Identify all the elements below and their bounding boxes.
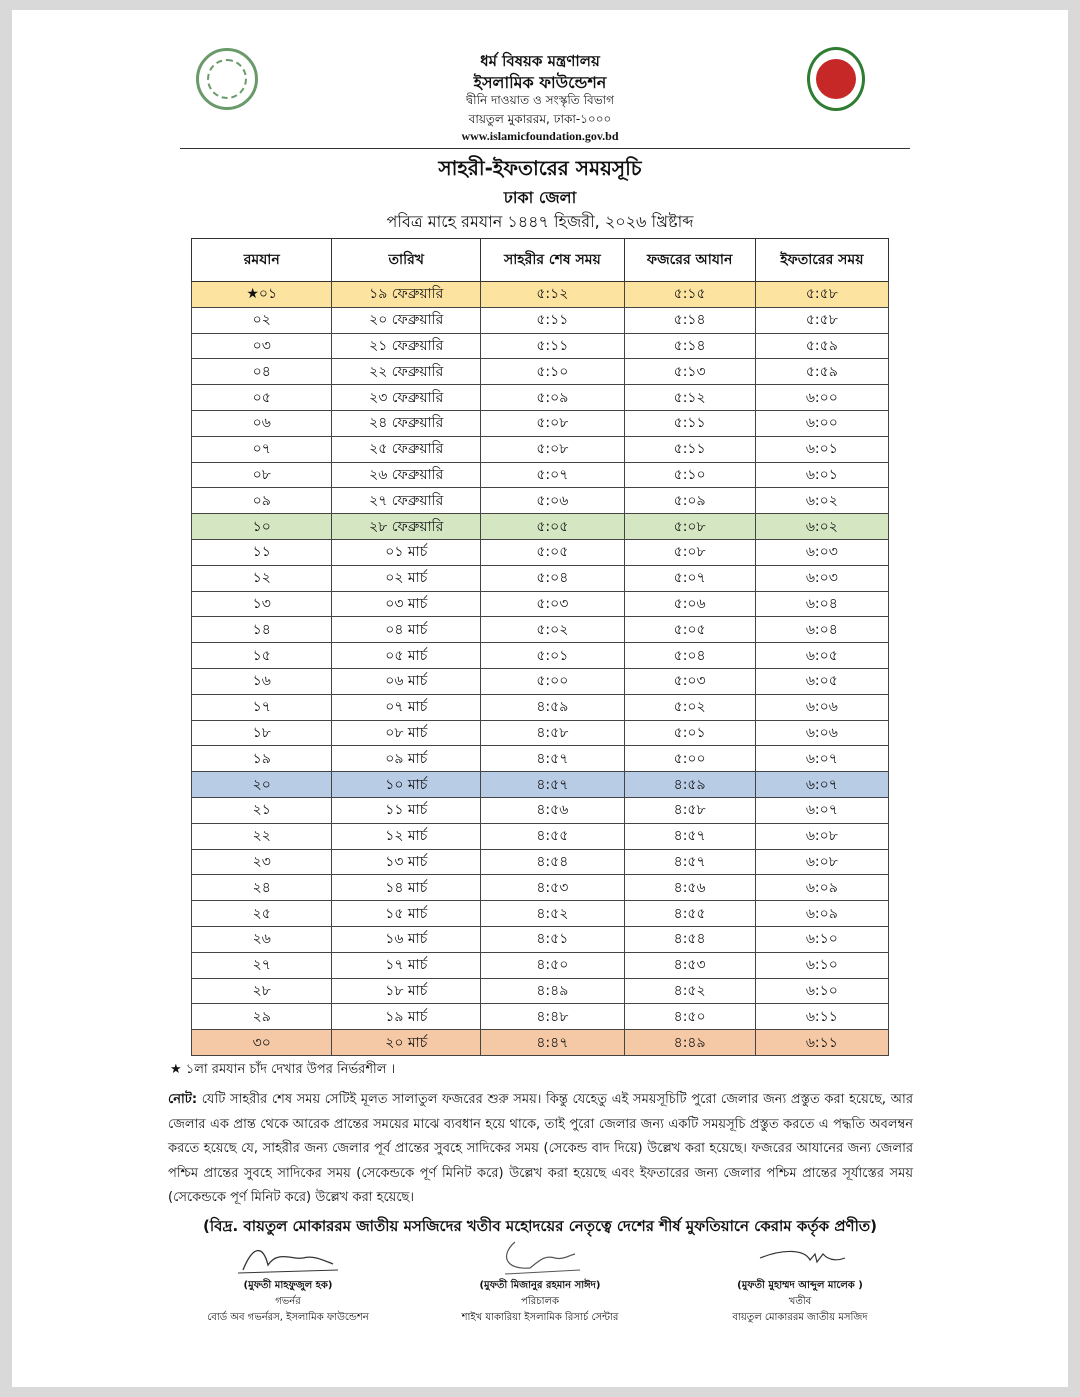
cell-iftar-time: ৬:১০	[755, 926, 888, 952]
cell-fajr-azan: ৪:৫৭	[624, 849, 755, 875]
cell-ramadan-day: ২১	[192, 797, 332, 823]
table-row	[192, 410, 889, 436]
cell-date: ১৯ ফেব্রুয়ারি	[332, 282, 481, 308]
table-row	[192, 978, 889, 1004]
cell-fajr-azan: ৫:০১	[624, 720, 755, 746]
cell-ramadan-day: ১১	[192, 539, 332, 565]
table-row	[192, 1030, 889, 1056]
cell-iftar-time: ৬:০৩	[755, 565, 888, 591]
cell-iftar-time: ৬:০৪	[755, 617, 888, 643]
cell-fajr-azan: ৫:০২	[624, 694, 755, 720]
signatory-name: (মুফতী মিজানুর রহমান সাঈদ)	[479, 1280, 601, 1291]
cell-fajr-azan: ৪:৫০	[624, 1004, 755, 1030]
note-paragraph	[168, 1088, 913, 1211]
cell-iftar-time: ৬:০৫	[755, 668, 888, 694]
table-row	[192, 462, 889, 488]
cell-iftar-time: ৬:০৬	[755, 694, 888, 720]
signatory-name: (মুফতী মুহাম্মদ আব্দুল মালেক )	[737, 1280, 863, 1291]
cell-date: ০৩ মার্চ	[332, 591, 481, 617]
cell-ramadan-day: ★০১	[192, 282, 332, 308]
cell-fajr-azan: ৪:৫২	[624, 978, 755, 1004]
cell-date: ০১ মার্চ	[332, 539, 481, 565]
signatory-title: খতীব	[788, 1296, 812, 1307]
signatory-1	[168, 1240, 408, 1326]
credit-line: (বিদ্র. বায়তুল মোকাররম জাতীয় মসজিদের খতীব মহোদয়ের নেতৃত্বে দেশের শীর্ষ মুফতিয়ানে কেরাম কর্তৃক প্রণীত)	[202, 1217, 877, 1235]
footnote: ★ ১লা রমযান চাঁদ দেখার উপর নির্ভরশীল ।	[170, 1062, 396, 1077]
cell-iftar-time: ৫:৫৯	[755, 359, 888, 385]
page-subtitle: পবিত্র মাহে রমযান ১৪৪৭ হিজরী, ২০২৬ খ্রিষ্টাব্দ	[386, 212, 694, 231]
cell-date: ১৮ মার্চ	[332, 978, 481, 1004]
table-row	[192, 926, 889, 952]
note-text: যেটি সাহরীর শেষ সময় সেটিই মূলত সালাতুল ফজরের শুরু সময়। কিন্তু যেহেতু এই সময়সূচিটি পুরো জেলার জন্য প্রস্তুত করা হয়েছে, আর জেলার এক প্রান্ত থেকে আরেক প্রান্তের সময়ের মাঝে ব্যবধান হয়ে থাকে, তাই পুরো জেলার জন্য একটি সময়সূচি প্রস্তুত করতে এ পদ্ধতি অবলম্বন করতে হয়েছে যে, সাহরীর জন্য জেলার পূর্ব প্রান্তের সুবহে সাদিকের সময় (সেকেন্ড বাদ দিয়ে) উল্লেখ করা হয়েছে। ফজরের আযানের জন্য জেলার পশ্চিম প্রান্তের সুবহে সাদিকের সময় (সেকেন্ডকে পূর্ণ মিনিট করে) উল্লেখ করা হয়েছে এবং ইফতারের জন্য জেলার পশ্চিম প্রান্তের সূর্যাস্তের সময় (সেকেন্ডকে পূর্ণ মিনিট করে) উল্লেখ করা হয়েছে।	[168, 1092, 913, 1205]
cell-sahri-end: ৪:৫০	[481, 952, 625, 978]
table-row	[192, 436, 889, 462]
cell-date: ০৫ মার্চ	[332, 643, 481, 669]
column-header-date: তারিখ	[332, 239, 481, 282]
table-row	[192, 823, 889, 849]
cell-ramadan-day: ১৭	[192, 694, 332, 720]
cell-iftar-time: ৬:০৮	[755, 849, 888, 875]
cell-ramadan-day: ১৩	[192, 591, 332, 617]
cell-iftar-time: ৬:০৯	[755, 901, 888, 927]
cell-fajr-azan: ৫:০৩	[624, 668, 755, 694]
cell-iftar-time: ৬:০৮	[755, 823, 888, 849]
cell-sahri-end: ৫:০০	[481, 668, 625, 694]
cell-ramadan-day: ২৯	[192, 1004, 332, 1030]
signatory-2	[420, 1240, 660, 1326]
table-header-row	[192, 239, 889, 282]
cell-ramadan-day: ০৬	[192, 410, 332, 436]
cell-sahri-end: ৫:০৮	[481, 410, 625, 436]
cell-ramadan-day: ১৮	[192, 720, 332, 746]
cell-sahri-end: ৫:০২	[481, 617, 625, 643]
cell-date: ০৬ মার্চ	[332, 668, 481, 694]
signatory-name: (মুফতী মাহফুজুল হক)	[243, 1280, 333, 1291]
cell-date: ২২ ফেব্রুয়ারি	[332, 359, 481, 385]
cell-fajr-azan: ৫:০৪	[624, 643, 755, 669]
cell-ramadan-day: ২৮	[192, 978, 332, 1004]
column-header-ramadan-day: রমযান	[192, 239, 332, 282]
cell-sahri-end: ৫:০৪	[481, 565, 625, 591]
cell-iftar-time: ৬:০৫	[755, 643, 888, 669]
cell-iftar-time: ৬:১০	[755, 978, 888, 1004]
cell-fajr-azan: ৪:৫৪	[624, 926, 755, 952]
table-row	[192, 668, 889, 694]
cell-fajr-azan: ৪:৫৯	[624, 772, 755, 798]
table-row	[192, 720, 889, 746]
signatory-org: বায়তুল মোকাররম জাতীয় মসজিদ	[732, 1312, 868, 1323]
cell-date: ১৫ মার্চ	[332, 901, 481, 927]
cell-date: ২৭ ফেব্রুয়ারি	[332, 488, 481, 514]
cell-iftar-time: ৬:০৩	[755, 539, 888, 565]
table-row	[192, 307, 889, 333]
signatory-3	[680, 1240, 920, 1326]
cell-ramadan-day: ১২	[192, 565, 332, 591]
cell-iftar-time: ৫:৫৮	[755, 307, 888, 333]
column-header-sahri-end: সাহরীর শেষ সময়	[481, 239, 625, 282]
signatory-org: শাইখ যাকারিয়া ইসলামিক রিসার্চ সেন্টার	[461, 1312, 619, 1323]
cell-iftar-time: ৬:০১	[755, 436, 888, 462]
signatory-title: গভর্নর	[275, 1296, 301, 1307]
cell-iftar-time: ৬:০৪	[755, 591, 888, 617]
cell-iftar-time: ৬:০৭	[755, 772, 888, 798]
cell-date: ০২ মার্চ	[332, 565, 481, 591]
cell-date: ২৫ ফেব্রুয়ারি	[332, 436, 481, 462]
cell-date: ১৬ মার্চ	[332, 926, 481, 952]
cell-fajr-azan: ৫:০৭	[624, 565, 755, 591]
table-row	[192, 565, 889, 591]
cell-ramadan-day: ০৫	[192, 385, 332, 411]
cell-ramadan-day: ০২	[192, 307, 332, 333]
cell-date: ০৯ মার্চ	[332, 746, 481, 772]
cell-iftar-time: ৬:০৭	[755, 797, 888, 823]
cell-sahri-end: ৫:০৭	[481, 462, 625, 488]
cell-ramadan-day: ০৭	[192, 436, 332, 462]
cell-ramadan-day: ১৪	[192, 617, 332, 643]
cell-sahri-end: ৫:০৩	[481, 591, 625, 617]
cell-sahri-end: ৪:৫২	[481, 901, 625, 927]
cell-date: ০৪ মার্চ	[332, 617, 481, 643]
cell-iftar-time: ৬:০০	[755, 385, 888, 411]
cell-date: ১৯ মার্চ	[332, 1004, 481, 1030]
cell-iftar-time: ৬:০৭	[755, 746, 888, 772]
cell-ramadan-day: ২৩	[192, 849, 332, 875]
cell-ramadan-day: ১৫	[192, 643, 332, 669]
cell-sahri-end: ৪:৫৭	[481, 746, 625, 772]
signature-1-icon	[233, 1240, 343, 1278]
header-divider	[180, 148, 910, 149]
cell-iftar-time: ৫:৫৯	[755, 333, 888, 359]
cell-iftar-time: ৬:১১	[755, 1004, 888, 1030]
cell-fajr-azan: ৫:১১	[624, 410, 755, 436]
cell-fajr-azan: ৫:১৩	[624, 359, 755, 385]
cell-fajr-azan: ৫:১০	[624, 462, 755, 488]
cell-date: ১৩ মার্চ	[332, 849, 481, 875]
signatory-title: পরিচালক	[521, 1296, 559, 1307]
cell-sahri-end: ৪:৫৮	[481, 720, 625, 746]
cell-fajr-azan: ৪:৫৫	[624, 901, 755, 927]
cell-ramadan-day: ০৩	[192, 333, 332, 359]
cell-fajr-azan: ৫:১৪	[624, 333, 755, 359]
cell-sahri-end: ৪:৪৭	[481, 1030, 625, 1056]
cell-date: ২০ মার্চ	[332, 1030, 481, 1056]
cell-date: ১৭ মার্চ	[332, 952, 481, 978]
cell-date: ২৩ ফেব্রুয়ারি	[332, 385, 481, 411]
table-row	[192, 643, 889, 669]
cell-fajr-azan: ৫:১৪	[624, 307, 755, 333]
cell-sahri-end: ৫:০৮	[481, 436, 625, 462]
district-name: ঢাকা জেলা	[503, 188, 577, 207]
table-row	[192, 1004, 889, 1030]
cell-fajr-azan: ৫:০৮	[624, 539, 755, 565]
cell-ramadan-day: ২৭	[192, 952, 332, 978]
page-title: সাহরী-ইফতারের সময়সূচি	[438, 156, 642, 180]
signature-3-icon	[745, 1240, 855, 1278]
department-name: দ্বীনি দাওয়াত ও সংস্কৃতি বিভাগ	[466, 93, 614, 107]
table-row	[192, 694, 889, 720]
cell-fajr-azan: ৪:৫৬	[624, 875, 755, 901]
cell-sahri-end: ৫:১১	[481, 333, 625, 359]
table-row	[192, 772, 889, 798]
cell-fajr-azan: ৫:০৬	[624, 591, 755, 617]
cell-ramadan-day: ১০	[192, 514, 332, 540]
cell-date: ১২ মার্চ	[332, 823, 481, 849]
cell-iftar-time: ৬:০৯	[755, 875, 888, 901]
signature-2-icon	[485, 1240, 595, 1278]
foundation-name: ইসলামিক ফাউন্ডেশন	[473, 73, 607, 92]
cell-ramadan-day: ২২	[192, 823, 332, 849]
cell-iftar-time: ৬:০২	[755, 488, 888, 514]
table-row	[192, 952, 889, 978]
cell-ramadan-day: ২০	[192, 772, 332, 798]
cell-sahri-end: ৫:০৫	[481, 514, 625, 540]
cell-date: ২৬ ফেব্রুয়ারি	[332, 462, 481, 488]
column-header-iftar-time: ইফতারের সময়	[755, 239, 888, 282]
cell-date: ১০ মার্চ	[332, 772, 481, 798]
cell-sahri-end: ৫:১১	[481, 307, 625, 333]
cell-fajr-azan: ৫:০৯	[624, 488, 755, 514]
cell-sahri-end: ৫:০৬	[481, 488, 625, 514]
cell-date: ১৪ মার্চ	[332, 875, 481, 901]
table-row	[192, 901, 889, 927]
cell-iftar-time: ৬:১০	[755, 952, 888, 978]
cell-iftar-time: ৬:০১	[755, 462, 888, 488]
note-label: নোট:	[168, 1092, 198, 1107]
cell-date: ২৪ ফেব্রুয়ারি	[332, 410, 481, 436]
table-row	[192, 797, 889, 823]
cell-date: ১১ মার্চ	[332, 797, 481, 823]
cell-ramadan-day: ৩০	[192, 1030, 332, 1056]
cell-sahri-end: ৪:৫৭	[481, 772, 625, 798]
cell-sahri-end: ৫:০৫	[481, 539, 625, 565]
cell-sahri-end: ৪:৫৪	[481, 849, 625, 875]
cell-ramadan-day: ০৪	[192, 359, 332, 385]
table-row	[192, 385, 889, 411]
cell-date: ২৮ ফেব্রুয়ারি	[332, 514, 481, 540]
schedule-table	[191, 238, 889, 1056]
cell-sahri-end: ৫:১০	[481, 359, 625, 385]
ministry-name: ধর্ম বিষয়ক মন্ত্রণালয়	[480, 52, 600, 70]
cell-sahri-end: ৪:৪৮	[481, 1004, 625, 1030]
table-row	[192, 333, 889, 359]
signatory-org: বোর্ড অব গভর্নরস, ইসলামিক ফাউন্ডেশন	[207, 1312, 369, 1323]
cell-iftar-time: ৬:০০	[755, 410, 888, 436]
cell-fajr-azan: ৫:০৫	[624, 617, 755, 643]
cell-sahri-end: ৪:৫৬	[481, 797, 625, 823]
cell-fajr-azan: ৪:৫৭	[624, 823, 755, 849]
cell-date: ২০ ফেব্রুয়ারি	[332, 307, 481, 333]
cell-fajr-azan: ৫:১১	[624, 436, 755, 462]
cell-date: ০৮ মার্চ	[332, 720, 481, 746]
cell-sahri-end: ৫:০৯	[481, 385, 625, 411]
cell-fajr-azan: ৪:৫৮	[624, 797, 755, 823]
cell-fajr-azan: ৪:৪৯	[624, 1030, 755, 1056]
website-link[interactable]: www.islamicfoundation.gov.bd	[461, 129, 619, 143]
cell-ramadan-day: ১৯	[192, 746, 332, 772]
table-row	[192, 617, 889, 643]
table-row	[192, 849, 889, 875]
cell-sahri-end: ৪:৫১	[481, 926, 625, 952]
table-row	[192, 875, 889, 901]
cell-sahri-end: ৫:০১	[481, 643, 625, 669]
cell-date: ২১ ফেব্রুয়ারি	[332, 333, 481, 359]
cell-fajr-azan: ৪:৫৩	[624, 952, 755, 978]
cell-iftar-time: ৬:০৬	[755, 720, 888, 746]
cell-ramadan-day: ০৮	[192, 462, 332, 488]
address: বায়তুল মুকাররম, ঢাকা-১০০০	[468, 112, 612, 126]
cell-ramadan-day: ২৪	[192, 875, 332, 901]
cell-sahri-end: ৪:৪৯	[481, 978, 625, 1004]
table-row	[192, 539, 889, 565]
table-row	[192, 488, 889, 514]
cell-sahri-end: ৪:৫৫	[481, 823, 625, 849]
cell-iftar-time: ৫:৫৮	[755, 282, 888, 308]
cell-sahri-end: ৪:৫৩	[481, 875, 625, 901]
table-row	[192, 746, 889, 772]
cell-ramadan-day: ২৫	[192, 901, 332, 927]
cell-iftar-time: ৬:০২	[755, 514, 888, 540]
column-header-fajr-azan: ফজরের আযান	[624, 239, 755, 282]
table-row	[192, 282, 889, 308]
cell-iftar-time: ৬:১১	[755, 1030, 888, 1056]
cell-fajr-azan: ৫:১৫	[624, 282, 755, 308]
cell-sahri-end: ৫:১২	[481, 282, 625, 308]
cell-fajr-azan: ৫:১২	[624, 385, 755, 411]
cell-ramadan-day: ১৬	[192, 668, 332, 694]
cell-ramadan-day: ০৯	[192, 488, 332, 514]
cell-fajr-azan: ৫:০৮	[624, 514, 755, 540]
table-row	[192, 359, 889, 385]
cell-sahri-end: ৪:৫৯	[481, 694, 625, 720]
cell-fajr-azan: ৫:০০	[624, 746, 755, 772]
table-row	[192, 514, 889, 540]
table-row	[192, 591, 889, 617]
cell-ramadan-day: ২৬	[192, 926, 332, 952]
cell-date: ০৭ মার্চ	[332, 694, 481, 720]
